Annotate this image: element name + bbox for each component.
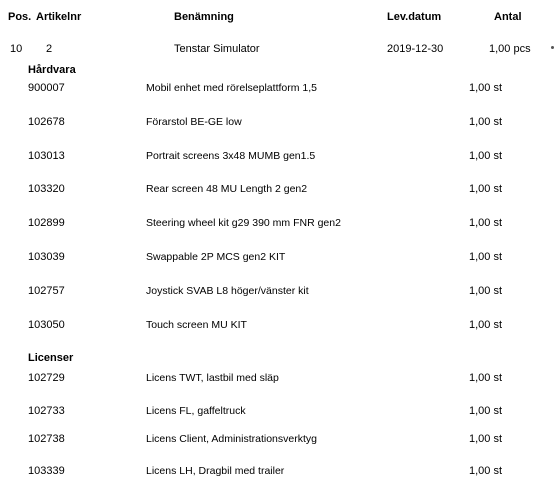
row-article-no: 103339 — [28, 465, 65, 477]
row-description: Mobil enhet med rörelseplattform 1,5 — [146, 82, 317, 94]
row-article-no: 102733 — [28, 405, 65, 417]
header-pos: Pos. — [8, 11, 32, 23]
header-quantity: Antal — [494, 11, 522, 23]
row-description: Steering wheel kit g29 390 mm FNR gen2 — [146, 217, 341, 229]
row-article-no: 102738 — [28, 433, 65, 445]
main-item-description: Tenstar Simulator — [174, 43, 260, 55]
row-quantity: 1,00 st — [469, 116, 503, 128]
row-article-no: 103050 — [28, 319, 65, 331]
row-quantity: 1,00 st — [469, 285, 503, 297]
row-quantity: 1,00 st — [469, 465, 503, 477]
row-article-no: 102899 — [28, 217, 65, 229]
header-delivery-date: Lev.datum — [387, 11, 442, 23]
row-quantity: 1,00 st — [469, 319, 503, 331]
row-quantity: 1,00 st — [469, 183, 503, 195]
row-article-no: 103013 — [28, 150, 65, 162]
main-item-quantity: 1,00 pcs — [489, 43, 531, 55]
main-item-article-no: 2 — [46, 43, 53, 55]
row-quantity: 1,00 st — [469, 150, 503, 162]
group-title-licenses: Licenser — [28, 352, 74, 364]
row-quantity: 1,00 st — [469, 82, 503, 94]
row-quantity: 1,00 st — [469, 405, 503, 417]
row-description: Förarstol BE-GE low — [146, 116, 242, 128]
row-description: Licens LH, Dragbil med trailer — [146, 465, 285, 477]
row-article-no: 103320 — [28, 183, 65, 195]
row-quantity: 1,00 st — [469, 217, 503, 229]
row-article-no: 900007 — [28, 82, 65, 94]
row-article-no: 103039 — [28, 251, 65, 263]
row-quantity: 1,00 st — [469, 372, 503, 384]
row-description: Joystick SVAB L8 höger/vänster kit — [146, 285, 309, 297]
row-description: Licens FL, gaffeltruck — [146, 405, 246, 417]
header-description: Benämning — [174, 11, 234, 23]
row-description: Touch screen MU KIT — [146, 319, 247, 331]
row-description: Rear screen 48 MU Length 2 gen2 — [146, 183, 308, 195]
group-title-hardware: Hårdvara — [28, 64, 76, 76]
row-article-no: 102757 — [28, 285, 65, 297]
main-item-pos: 10 — [10, 43, 23, 55]
row-article-no: 102729 — [28, 372, 65, 384]
row-quantity: 1,00 st — [469, 433, 503, 445]
row-description: Portrait screens 3x48 MUMB gen1.5 — [146, 150, 316, 162]
row-quantity: 1,00 st — [469, 251, 503, 263]
header-article-no: Artikelnr — [36, 11, 82, 23]
row-description: Licens Client, Administrationsverktyg — [146, 433, 317, 445]
edge-dot — [551, 46, 554, 49]
row-article-no: 102678 — [28, 116, 65, 128]
row-description: Licens TWT, lastbil med släp — [146, 372, 279, 384]
row-description: Swappable 2P MCS gen2 KIT — [146, 251, 286, 263]
main-item-delivery-date: 2019-12-30 — [387, 43, 444, 55]
